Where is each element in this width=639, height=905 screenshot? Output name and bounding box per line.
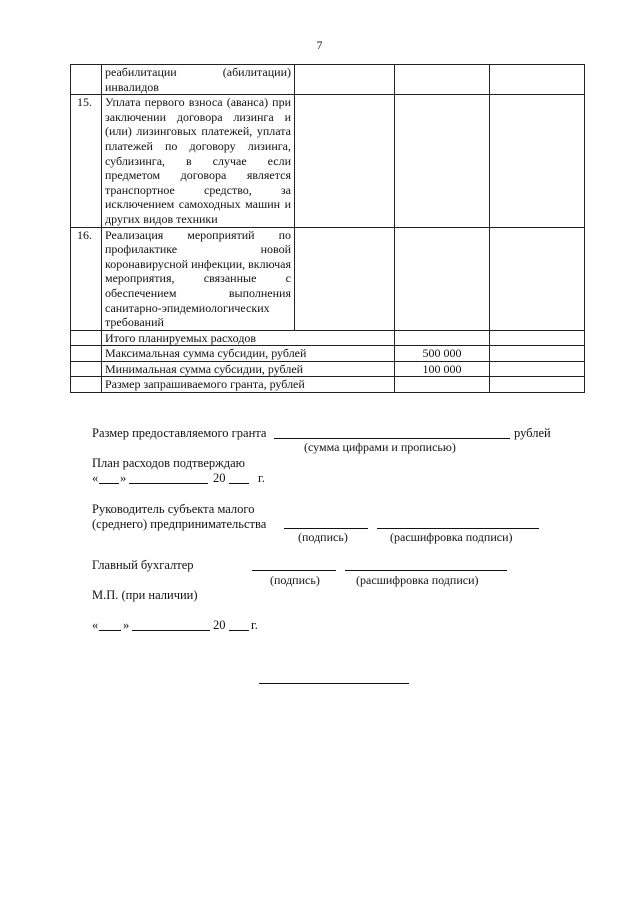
head-name-line[interactable] xyxy=(377,528,539,529)
summary-label: Размер запрашиваемого гранта, рублей xyxy=(102,377,395,393)
date2-close: » xyxy=(123,618,130,632)
date-year-line[interactable] xyxy=(229,483,249,484)
table-row xyxy=(71,227,585,330)
plan-confirm-label: План расходов подтверждаю xyxy=(92,456,246,470)
head-signature-line[interactable] xyxy=(284,528,368,529)
row-cell xyxy=(295,227,395,330)
head-label-line2: (среднего) предпринимательства xyxy=(92,517,267,531)
accountant-decode-hint: (расшифровка подписи) xyxy=(356,573,479,587)
summary-label: Максимальная сумма субсидии, рублей xyxy=(102,346,395,362)
summary-row xyxy=(71,361,585,377)
date-day-line[interactable] xyxy=(99,483,119,484)
row-number: 16. xyxy=(71,227,102,330)
head-signature-hint: (подпись) xyxy=(298,530,348,544)
summary-value: 500 000 xyxy=(395,346,490,362)
date-month-line[interactable] xyxy=(129,483,208,484)
page-number: 7 xyxy=(316,38,323,52)
row-cell xyxy=(490,227,585,330)
stamp-label: М.П. (при наличии) xyxy=(92,588,198,602)
summary-label: Итого планируемых расходов xyxy=(102,330,395,346)
summary-value: 100 000 xyxy=(395,361,490,377)
head-label-line1: Руководитель субъекта малого xyxy=(92,502,255,516)
closing-rule xyxy=(259,683,409,684)
date2-year-line[interactable] xyxy=(229,630,249,631)
grant-amount-line[interactable] xyxy=(274,438,510,439)
row-number xyxy=(71,330,102,346)
row-cell xyxy=(490,330,585,346)
date2-day-line[interactable] xyxy=(99,630,121,631)
summary-row xyxy=(71,377,585,393)
row-cell xyxy=(395,65,490,95)
accountant-label: Главный бухгалтер xyxy=(92,558,194,572)
date-year-prefix: 20 xyxy=(213,471,226,485)
row-cell xyxy=(395,95,490,227)
table-row xyxy=(71,95,585,227)
date2-suffix: г. xyxy=(251,618,258,632)
grant-label: Размер предоставляемого гранта xyxy=(92,426,267,440)
summary-row xyxy=(71,346,585,362)
row-number xyxy=(71,65,102,95)
date2-open: « xyxy=(92,618,99,632)
row-cell xyxy=(490,95,585,227)
date2-month-line[interactable] xyxy=(132,630,210,631)
expense-table xyxy=(70,64,585,393)
row-cell xyxy=(295,95,395,227)
summary-label: Минимальная сумма субсидии, рублей xyxy=(102,361,395,377)
date2-year-prefix: 20 xyxy=(213,618,226,632)
row-number xyxy=(71,361,102,377)
row-description: Уплата первого взноса (аванса) при заключении договора лизинга и (или) лизинговых платежей, уплата платежей по договору лизинга, сублизинга, в случае если предметом договора является транспортное средство, за исключением самоходных машин и других видов техники xyxy=(102,95,295,227)
row-cell xyxy=(490,346,585,362)
row-cell xyxy=(490,361,585,377)
table-row xyxy=(71,65,585,95)
date-close: » xyxy=(120,471,127,485)
grant-unit: рублей xyxy=(514,426,551,440)
date-open: « xyxy=(92,471,99,485)
row-cell xyxy=(395,227,490,330)
row-number xyxy=(71,346,102,362)
row-cell xyxy=(490,377,585,393)
row-number: 15. xyxy=(71,95,102,227)
head-decode-hint: (расшифровка подписи) xyxy=(390,530,513,544)
row-cell xyxy=(295,65,395,95)
row-description: реабилитации (абилитации) инвалидов xyxy=(102,65,295,95)
row-cell xyxy=(490,65,585,95)
grant-hint: (сумма цифрами и прописью) xyxy=(304,440,456,454)
row-description: Реализация мероприятий по профилактике новой коронавирусной инфекции, включая мероприятия, связанные с обеспечением выполнения санитарно-эпидемиологических требований xyxy=(102,227,295,330)
accountant-signature-hint: (подпись) xyxy=(270,573,320,587)
row-number xyxy=(71,377,102,393)
accountant-signature-line[interactable] xyxy=(252,570,336,571)
date-suffix: г. xyxy=(258,471,265,485)
accountant-name-line[interactable] xyxy=(345,570,507,571)
summary-value xyxy=(395,330,490,346)
summary-row xyxy=(71,330,585,346)
summary-value xyxy=(395,377,490,393)
